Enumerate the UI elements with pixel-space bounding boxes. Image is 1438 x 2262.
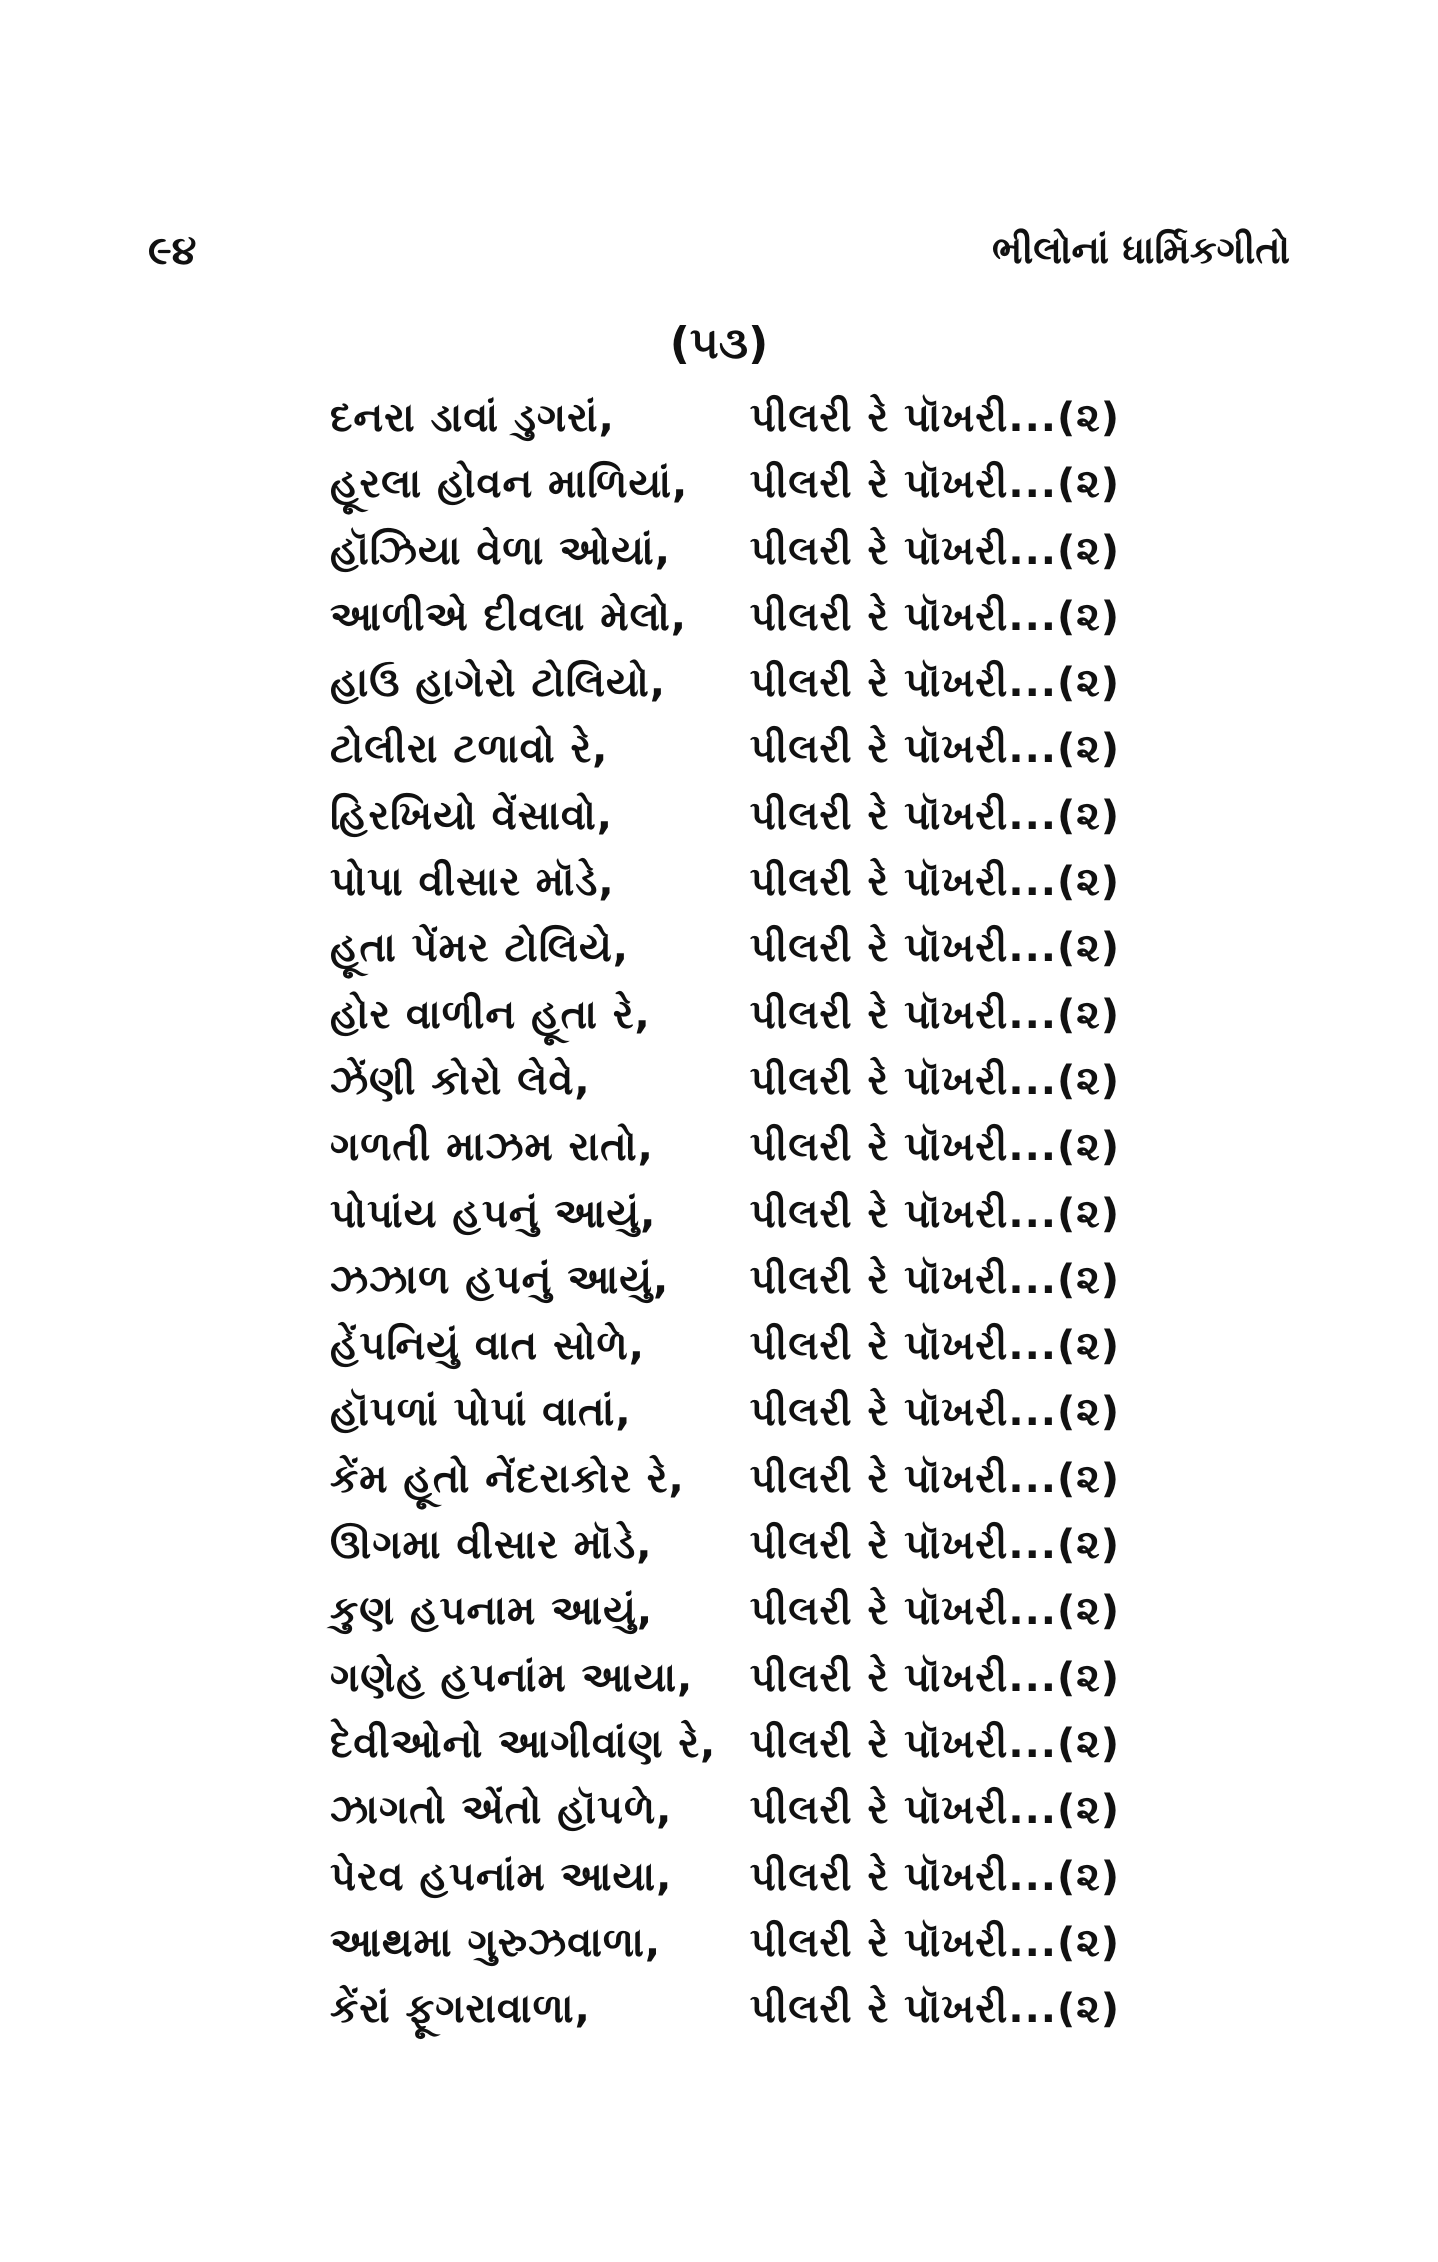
verse-line — [330, 1048, 1120, 1114]
verse-line — [330, 385, 1120, 451]
verse-line — [330, 783, 1120, 849]
verse-text: આળીએ દીવલા મેલો, — [330, 593, 688, 640]
verse-text: હાઉ હાગેરો ટોલિયો, — [330, 660, 666, 707]
verse-refrain: પીલરી રે પૉખરી...(૨) — [749, 1124, 1120, 1171]
verse-text: હેંપનિયું વાત સોળે, — [330, 1323, 645, 1370]
verse-refrain: પીલરી રે પૉખરી...(૨) — [749, 1323, 1120, 1370]
page-number: ૯૪ — [148, 228, 197, 274]
verse-text: દનરા ડાવાં ડુગરાં, — [330, 395, 615, 441]
verse-line — [330, 915, 1120, 981]
verse-text: ગળતી માઝમ રાતો, — [330, 1124, 654, 1171]
verse-line — [330, 1181, 1120, 1247]
verse-line — [330, 1578, 1120, 1644]
verse-refrain: પીલરી રે પૉખરી...(૨) — [749, 726, 1120, 773]
verse-text: ઝેંણી કોરો લેવે, — [330, 1057, 591, 1104]
verse-refrain: પીલરી રે પૉખરી...(૨) — [749, 1853, 1120, 1900]
verse-refrain: પીલરી રે પૉખરી...(૨) — [749, 1057, 1120, 1104]
verse-refrain: પીલરી રે પૉખરી...(૨) — [749, 859, 1120, 906]
verse-text: કેંરાં ફૂગરાવાળા, — [330, 1986, 591, 2033]
verse-line — [330, 982, 1120, 1048]
verse-refrain: પીલરી રે પૉખરી...(૨) — [749, 660, 1120, 707]
verse-text: હૉઝિયા વેળા ઓયાં, — [330, 527, 671, 574]
verse-line — [330, 584, 1120, 650]
verse-refrain: પીલરી રે પૉખરી...(૨) — [749, 395, 1120, 441]
verse-text: પોપા વીસાર મૉડે, — [330, 859, 615, 906]
verse-refrain: પીલરી રે પૉખરી...(૨) — [749, 1455, 1120, 1502]
verse-list — [330, 385, 1120, 2042]
verse-refrain: પીલરી રે પૉખરી...(૨) — [749, 461, 1120, 508]
verse-refrain: પીલરી રે પૉખરી...(૨) — [749, 1588, 1120, 1635]
verse-refrain: પીલરી રે પૉખરી...(૨) — [749, 1256, 1120, 1303]
verse-text: કેંમ હૂતો નેંદરાકોર રે, — [330, 1455, 685, 1502]
verse-line — [330, 1313, 1120, 1379]
verse-line — [330, 1910, 1120, 1976]
verse-line — [330, 1844, 1120, 1910]
verse-text: ઝાગતો એંતો હૉપળે, — [330, 1787, 673, 1834]
verse-text: આથમા ગુરુઝવાળા, — [330, 1919, 662, 1966]
verse-text: હૂરલા હોવન માળિયાં, — [330, 461, 689, 508]
verse-refrain: પીલરી રે પૉખરી...(૨) — [749, 1190, 1120, 1237]
verse-refrain: પીલરી રે પૉખરી...(૨) — [749, 1919, 1120, 1966]
verse-refrain: પીલરી રે પૉખરી...(૨) — [749, 1389, 1120, 1436]
verse-text: કુણ હપનામ આયું, — [330, 1588, 654, 1635]
verse-refrain: પીલરી રે પૉખરી...(૨) — [749, 925, 1120, 972]
verse-text: ગણેહ હપનાંમ આયા, — [330, 1654, 694, 1701]
verse-line — [330, 1379, 1120, 1445]
verse-refrain: પીલરી રે પૉખરી...(૨) — [749, 1654, 1120, 1701]
verse-refrain: પીલરી રે પૉખરી...(૨) — [749, 1787, 1120, 1834]
verse-refrain: પીલરી રે પૉખરી...(૨) — [749, 991, 1120, 1038]
verse-text: હૂતા પેંમર ટોલિયે, — [330, 925, 630, 972]
verse-refrain: પીલરી રે પૉખરી...(૨) — [749, 1720, 1120, 1767]
verse-refrain: પીલરી રે પૉખરી...(૨) — [749, 593, 1120, 640]
verse-text: ઊગમા વીસાર મૉડે, — [330, 1522, 653, 1569]
verse-line — [330, 650, 1120, 716]
verse-line — [330, 1247, 1120, 1313]
verse-text: ઝઝાળ હપનું આયું, — [330, 1256, 670, 1303]
verse-line — [330, 849, 1120, 915]
verse-text: પોપાંય હપનું આયું, — [330, 1190, 657, 1237]
verse-line — [330, 1711, 1120, 1777]
verse-text: હૉપળાં પોપાં વાતાં, — [330, 1389, 632, 1436]
verse-text: દેવીઓનો આગીવાંણ રે, — [330, 1720, 717, 1767]
verse-line — [330, 1446, 1120, 1512]
verse-line — [330, 1645, 1120, 1711]
verse-line — [330, 518, 1120, 584]
verse-refrain: પીલરી રે પૉખરી...(૨) — [749, 792, 1120, 839]
verse-line — [330, 1976, 1120, 2042]
verse-line — [330, 716, 1120, 782]
verse-refrain: પીલરી રે પૉખરી...(૨) — [749, 1522, 1120, 1569]
verse-line — [330, 1114, 1120, 1180]
running-header: ભીલોનાં ધાર્મિકગીતો — [991, 228, 1290, 272]
verse-text: હોર વાળીન હૂતા રે, — [330, 991, 651, 1038]
verse-text: હિરખિયો વેંસાવો, — [330, 792, 614, 839]
verse-text: પેરવ હપનાંમ આયા, — [330, 1853, 673, 1900]
verse-line — [330, 1512, 1120, 1578]
verse-text: ટોલીરા ટળાવો રે, — [330, 726, 609, 773]
verse-line — [330, 451, 1120, 517]
verse-refrain: પીલરી રે પૉખરી...(૨) — [749, 527, 1120, 574]
verse-refrain: પીલરી રે પૉખરી...(૨) — [749, 1986, 1120, 2033]
verse-line — [330, 1777, 1120, 1843]
song-number: (૫૩) — [669, 318, 769, 369]
